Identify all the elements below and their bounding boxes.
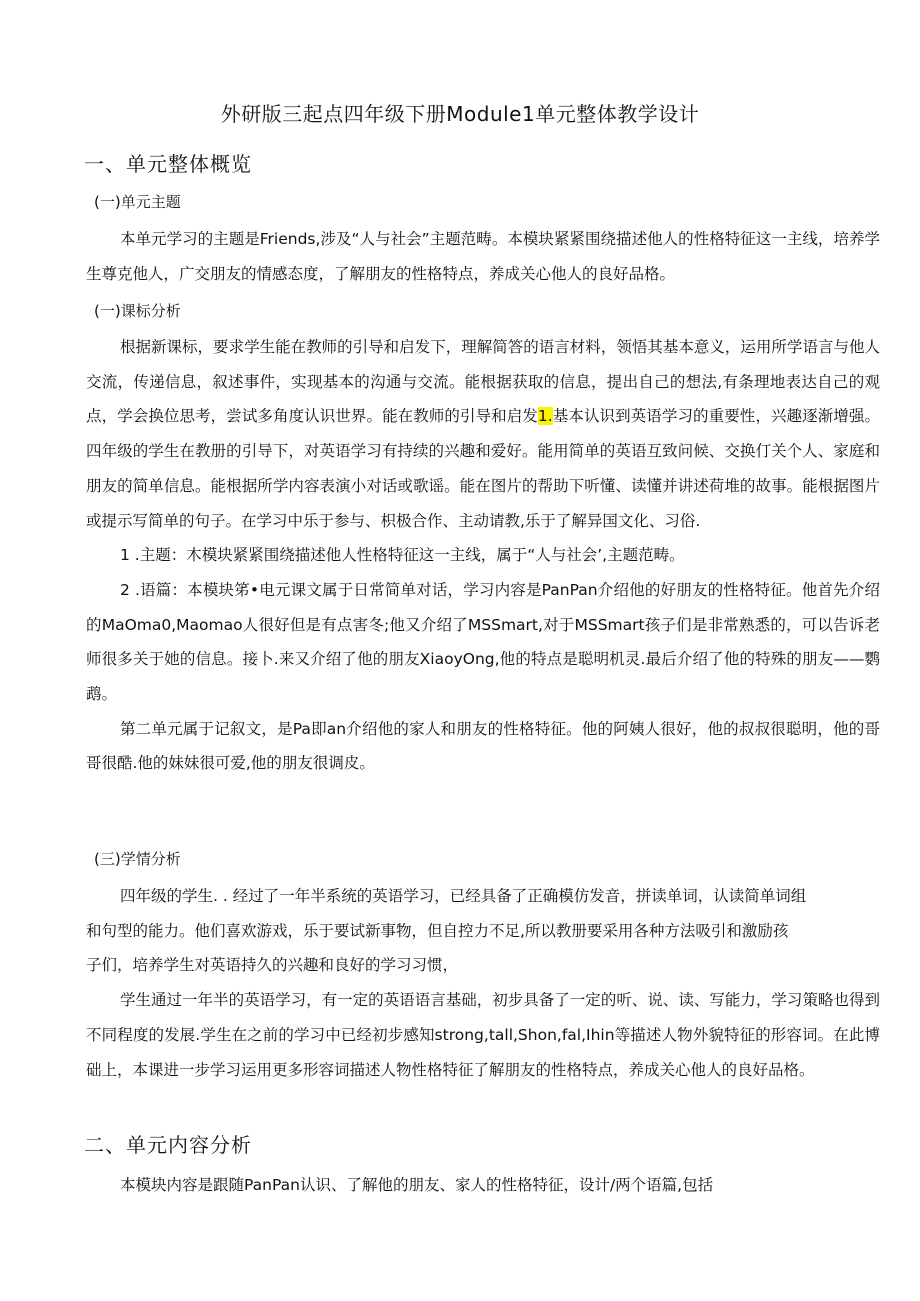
section-1-heading: 一、单元整体概览 (84, 152, 252, 176)
section-2-heading: 二、单元内容分析 (84, 1133, 252, 1157)
content-analysis-text: 本模块内容是跟随PanPan认识、了解他的朋友、家人的性格特征，设计/两个语篇,包括 (120, 1176, 714, 1194)
subsection-theme-heading: (一)单元主题 (94, 193, 181, 211)
subsection-standard-heading: (一)课标分析 (94, 302, 181, 320)
learner-line-1: 四年级的学生. . 经过了一年半系统的英语学习，已经具备了正确模仿发音，拼读单词，认读简单词组 (120, 887, 807, 905)
highlight-mark: 1. (537, 407, 553, 426)
learner-line-3: 子们，培养学生对英语持久的兴趣和良好的学习习惯， (86, 956, 459, 975)
learner-block (86, 879, 880, 1087)
standard-paragraph (86, 330, 880, 538)
subsection-learner-heading: (三)学情分析 (94, 850, 181, 868)
theme-text: 本单元学习的主题是Friends,涉及“人与社会”主题范畴。本模块紧紧围绕描述他人的性格特征这一主线，培养学生尊克他人，广交朋友的情感态度，了解朋友的性格特点，养成关心他人的良好品格。 (86, 230, 880, 283)
standard-block (86, 330, 880, 781)
theme-paragraph (86, 222, 880, 291)
discourse-item: 2 .语篇：本模块笫•电元课文属于日常简单对话，学习内容是PanPan介绍他的好朋友的性格特征。他首先介绍的MaOma0,Maomao人很好但是有点害冬;他又介绍了MSSmart,对于MSSmart孩子们是非常熟悉的，可以告诉老师很多关于她的信息。接卜.来又介绍了他的朋友XiaoyOng,他的特点是聪明机灵.最后介绍了他的特殊的朋友——鹦鹉。 (86, 580, 880, 704)
standard-text-a: 根据新课标，要求学生能在教师的引导和启发下，理解简答的语言材料，领悟其基本意义，运用所学语言与他人交流，传递信息，叙述事件，实现基本的沟通与交流。能根据获取的信息，提出自己的想法,有条理地表达自己的观点，学会换位思考，尝试多角度认识世界。能在教师的引导和启发 (86, 338, 880, 426)
document-title: 外研版三起点四年级下册Module1单元整体教学设计 (220, 102, 700, 126)
unit2-item: 第二单元属于记叙文，是Pa即an介绍他的家人和朋友的性格特征。他的阿姨人很好，他的叔叔很聪明，他的哥哥很酷.他的妹妹很可爱,他的朋友很调皮。 (86, 719, 880, 773)
learner-line-2: 和句型的能力。他们喜欢游戏，乐于要试新事物，但自控力不足,所以教册要采用各种方法吸引和激励孩 (86, 921, 789, 940)
theme-item: 1 .主题：木模块紧紧围绕描述他人性格特征这一主线，属于“人与社会’,主题范畴。 (120, 546, 685, 565)
learner-paragraph-2: 学生通过一年半的英语学习，有一定的英语语言基础，初步具备了一定的听、说、读、写能力，学习策略也得到不同程度的发展.学生在之前的学习中已经初步感知strong,tall,Shon,fal,Ihin等描述人物外貌特征的形容词。在此博础上，本课进一步学习运用更多形容词描述人物性格特征了解朋友的性格特点，养成关心他人的良好品格。 (86, 991, 880, 1079)
content-analysis-block (86, 1168, 880, 1203)
standard-text-b: 基本认识到英语学习的重要性，兴趣逐渐增强。四年级的学生在教册的引导下，对英语学习有持续的兴趣和爱好。能用简单的英语互致问候、交换仃关个人、家庭和朋友的简单信息。能根据所学内容表演小对话或歌谣。能在图片的帮助下听懂、读懂并讲述荷堆的故事。能根据图片或提示写简单的句子。在学习中乐于参与、枳极合作、主动请教,乐于了解异国文化、习俗. (86, 407, 880, 530)
